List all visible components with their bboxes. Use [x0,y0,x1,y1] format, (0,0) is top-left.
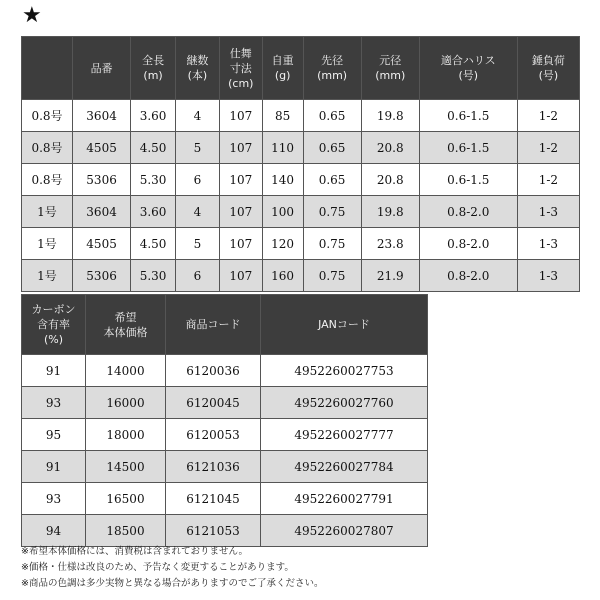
note-color: ※商品の色調は多少実物と異なる場合がありますのでご了承ください。 [21,578,324,589]
spec-cell: 5.30 [131,260,176,292]
spec-cell: 4.50 [131,132,176,164]
spec-cell: 5.30 [131,164,176,196]
price-cell: 95 [22,419,86,451]
price-cell: 4952260027777 [261,419,428,451]
note-tax: ※希望本体価格には、消費税は含まれておりません。 [21,546,249,557]
price-header-cell: 商品コード [166,295,261,355]
price-header-cell: 希望 本体価格 [86,295,166,355]
spec-header-cell: 自重 (g) [262,37,303,100]
spec-cell: 107 [219,164,262,196]
price-cell: 14500 [86,451,166,483]
price-cell: 93 [22,387,86,419]
spec-row [22,132,580,164]
price-cell: 91 [22,451,86,483]
spec-row [22,164,580,196]
price-table [21,294,428,547]
price-row [22,419,428,451]
spec-header-cell: 全長 (m) [131,37,176,100]
price-cell: 94 [22,515,86,547]
spec-cell: 23.8 [361,228,419,260]
price-cell: 4952260027807 [261,515,428,547]
spec-cell: 1-2 [517,164,579,196]
spec-header-row [22,37,580,100]
spec-cell: 1-2 [517,132,579,164]
price-cell: 16500 [86,483,166,515]
spec-cell: 19.8 [361,196,419,228]
price-cell: 6121053 [166,515,261,547]
spec-header-cell: 先径 (mm) [303,37,361,100]
spec-cell: 5306 [73,260,131,292]
price-cell: 14000 [86,355,166,387]
spec-cell: 3604 [73,100,131,132]
spec-cell: 4505 [73,228,131,260]
spec-header-cell [22,37,73,100]
spec-header-cell: 仕舞 寸法 (cm) [219,37,262,100]
spec-cell: 1-2 [517,100,579,132]
spec-cell: 0.8号 [22,100,73,132]
price-cell: 18500 [86,515,166,547]
spec-cell: 5 [176,228,220,260]
spec-cell: 107 [219,132,262,164]
price-row [22,483,428,515]
price-cell: 93 [22,483,86,515]
spec-cell: 0.65 [303,132,361,164]
price-cell: 6121036 [166,451,261,483]
spec-cell: 6 [176,164,220,196]
spec-cell: 0.8号 [22,132,73,164]
spec-cell: 0.6-1.5 [419,100,517,132]
spec-cell: 0.65 [303,164,361,196]
spec-cell: 3.60 [131,196,176,228]
spec-cell: 0.8-2.0 [419,260,517,292]
spec-cell: 0.8-2.0 [419,228,517,260]
spec-cell: 5 [176,132,220,164]
price-cell: 4952260027791 [261,483,428,515]
price-cell: 4952260027753 [261,355,428,387]
spec-cell: 140 [262,164,303,196]
star-icon: ★ [22,3,42,28]
price-header-cell: JANコード [261,295,428,355]
spec-cell: 1-3 [517,260,579,292]
spec-row [22,196,580,228]
price-header-row [22,295,428,355]
price-cell: 4952260027784 [261,451,428,483]
spec-cell: 20.8 [361,132,419,164]
spec-cell: 6 [176,260,220,292]
spec-cell: 1号 [22,196,73,228]
spec-row [22,260,580,292]
price-cell: 4952260027760 [261,387,428,419]
spec-cell: 0.65 [303,100,361,132]
price-row [22,515,428,547]
price-cell: 6120036 [166,355,261,387]
spec-header-cell: 錘負荷 (号) [517,37,579,100]
spec-cell: 0.75 [303,260,361,292]
spec-cell: 107 [219,228,262,260]
spec-cell: 110 [262,132,303,164]
spec-cell: 1-3 [517,196,579,228]
spec-cell: 107 [219,260,262,292]
price-row [22,387,428,419]
spec-cell: 3604 [73,196,131,228]
price-cell: 6120045 [166,387,261,419]
spec-cell: 107 [219,100,262,132]
spec-cell: 100 [262,196,303,228]
footnotes [21,544,323,592]
spec-cell: 0.75 [303,196,361,228]
spec-cell: 0.6-1.5 [419,132,517,164]
spec-cell: 85 [262,100,303,132]
spec-cell: 4 [176,100,220,132]
spec-cell: 1号 [22,228,73,260]
price-row [22,355,428,387]
spec-cell: 0.8-2.0 [419,196,517,228]
spec-cell: 20.8 [361,164,419,196]
spec-cell: 21.9 [361,260,419,292]
spec-cell: 4.50 [131,228,176,260]
spec-table [21,36,580,292]
spec-cell: 1-3 [517,228,579,260]
spec-header-cell: 元径 (mm) [361,37,419,100]
spec-row [22,228,580,260]
spec-row [22,100,580,132]
spec-cell: 5306 [73,164,131,196]
price-cell: 91 [22,355,86,387]
price-header-cell: カーボン 含有率 (%) [22,295,86,355]
spec-header-cell: 継数 (本) [176,37,220,100]
spec-cell: 1号 [22,260,73,292]
price-row [22,451,428,483]
spec-cell: 4 [176,196,220,228]
spec-cell: 0.8号 [22,164,73,196]
spec-cell: 4505 [73,132,131,164]
price-cell: 6121045 [166,483,261,515]
price-cell: 16000 [86,387,166,419]
note-spec-change: ※価格・仕様は改良のため、予告なく変更することがあります。 [21,562,294,573]
spec-cell: 160 [262,260,303,292]
spec-cell: 3.60 [131,100,176,132]
price-cell: 18000 [86,419,166,451]
spec-cell: 0.6-1.5 [419,164,517,196]
spec-header-cell: 適合ハリス (号) [419,37,517,100]
spec-cell: 107 [219,196,262,228]
price-cell: 6120053 [166,419,261,451]
spec-header-cell: 品番 [73,37,131,100]
spec-cell: 0.75 [303,228,361,260]
spec-cell: 120 [262,228,303,260]
spec-cell: 19.8 [361,100,419,132]
